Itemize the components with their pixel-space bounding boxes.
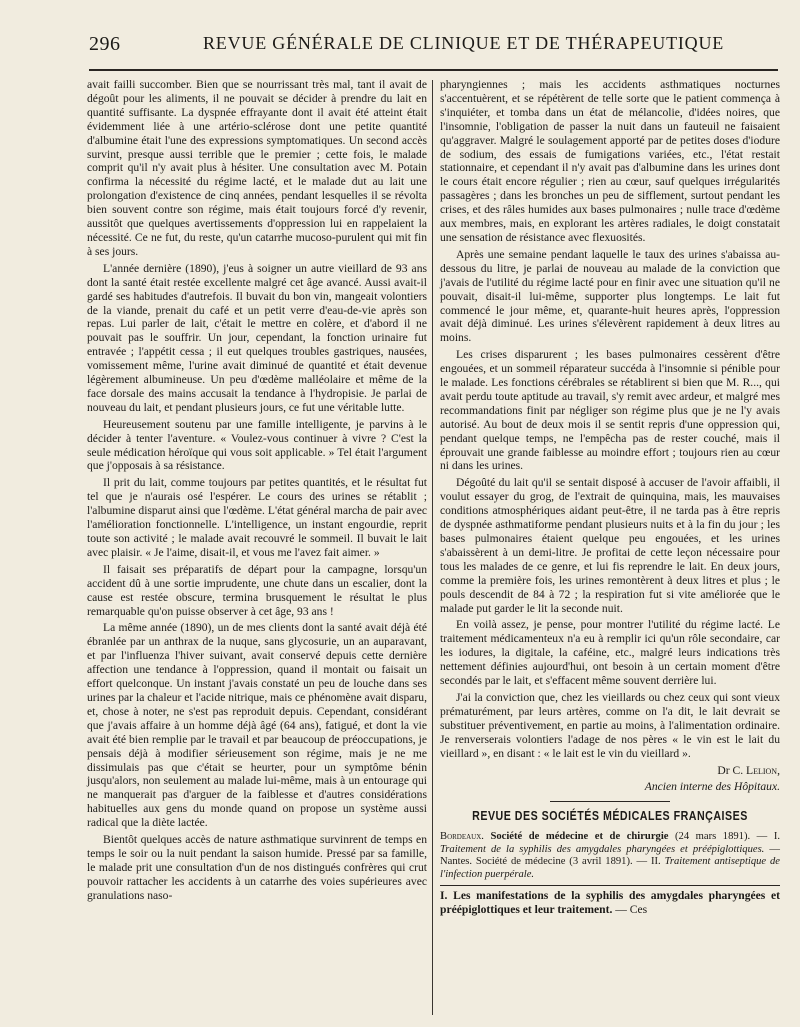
entry-connector: — Nantes. Société de médecine (3 avril 1891). — II. [440,843,780,868]
entry-date: (24 mars 1891). — I. [668,831,780,843]
paragraph: Il faisait ses préparatifs de départ pour la campagne, lorsqu'un accident dû à une sortie imprudente, une chute dans un escalier, dont la cause est restée obscure, termina brusquement le résultat le plus remarquable qu'on puisse observer à cet âge, 93 ans ! [87,562,427,618]
paragraph: Après une semaine pendant laquelle le taux des urines s'abaissa au-dessous du litre, je parlai de nouveau au malade de la conviction que j'avais de l'utilité du régime lacté pour en finir avec une situation qu'il ne pouvait, disait-il lui-même, supporter plus longtemps. Le lait fut commencé le jour même, et, quarante-huit heures après, l'oppression avait déjà diminué. Les urines s'élevèrent rapidement à deux litres au moins. [440,247,780,345]
article-heading: I. Les manifestations de la syphilis des amygdales pharyngées et préépiglottiques et leur traitement. [440,888,780,916]
paragraph: En voilà assez, je pense, pour montrer l'utilité du régime lacté. Le traitement médicamenteux n'a eu à remplir ici qu'un rôle secondaire, car les iodures, la digitale, la caféine, etc., malgré leurs indications très nettement définies aujourd'hui, ont besoin à un certain moment d'être secondés par le lait, et s'effacent même souvent derrière lui. [440,618,780,688]
left-column [87,78,427,906]
section-rule [550,801,670,802]
signature [440,764,780,778]
society-entry-text [440,831,780,881]
society-name: Société de médecine et de chirurgie [483,831,669,843]
entry-separator [440,885,780,886]
author-affiliation: Ancien interne des Hôpitaux. [644,780,780,794]
paragraph: pharyngiennes ; mais les accidents asthmatiques nocturnes s'accentuèrent, et se répétèrent de telle sorte que le patient commença à s'inquiéter, et tomba dans un état de mélancolie, d'idées noires, que l'insomnie, l'obligation de passer la nuit dans un fauteuil ne faisaient qu'aggraver. Malgré le soulagement apporté par de petites doses d'iodure de sodium, des essais de fumigations variées, etc., l'état restait stationnaire, et cependant il n'y avait pas d'albumine dans les urines dont le cours était encore régulier ; rien au cœur, sauf quelques irrégularités passagères ; dans les bronches un peu de sifflement, surtout pendant les crises, et des râles humides aux bases pulmonaires ; nulle trace d'œdème aux membres, mais, en explorant les artères radiales, le doigt constatait une sensation de résistance avec flexuosités. [440,78,780,244]
paragraph: La même année (1890), un de mes clients dont la santé avait déjà été ébranlée par un anthrax de la nuque, sans glycosurie, un an auparavant, et par l'influenza l'hiver suivant, avait conservé depuis cette dernière affection une tendance à l'oppression, quand il montait ou faisait un effort quelconque. Un instant j'avais constaté un peu de louche dans ses urines par la chaleur et l'acide nitrique, mais ce phénomène avait disparu, et, chose à noter, ne s'est pas reproduit depuis. Cependant, considérant que j'avais affaire à un homme déjà âgé (64 ans), fatigué, et dont la vie avait été bien remplie par le travail et par beaucoup de préoccupations, je pensais déjà à modifier sérieusement son régime, mais je ne me dissimulais pas que c'était se heurter, pour un symptôme bénin jusqu'alors, non seulement au malade lui-même, mais à un entourage qui ne manquerait pas d'arguer de la faiblesse et d'autres considérations habituelles aux gens du monde quand on propose un système aussi radical que la diète lactée. [87,621,427,830]
header-rule [89,69,778,71]
last-paragraph [440,889,780,917]
paragraph: Les crises disparurent ; les bases pulmonaires cessèrent d'être engouées, et un sommeil réparateur succéda à l'insomnie si pénible pour le malade. Les fonctions cérébrales se rétablirent si bien que M. R..., qui avait perdu toute aptitude au travail, s'y remit avec ardeur, et malgré mes recommandations finit par négliger son régime plus que je ne l'y avais autorisé. Au bout de deux mois il se sentit repris d'une oppression qui, pendant quelque temps, ne l'empêcha pas de rester couché, mais il éprouvait une grande faiblesse au moindre effort ; toujours rien au cœur ni dans les urines. [440,348,780,473]
entry-title-2: Traitement antiseptique de l'infection puerpérale. [440,856,780,880]
column-divider [432,80,433,1015]
city-name: Bordeaux. [440,831,484,843]
paragraph: J'ai la conviction que, chez les vieillards ou chez ceux qui sont vieux prématurément, par leurs artères, comme on l'a dit, le lait devrait se substituer préventivement, en partie au moins, à l'alimentation ordinaire. Je renverserais volontiers l'adage de nos pères « le vin est le lait du vieillard », en disant : « le lait est le vin du vieillard ». [440,690,780,760]
page-number: 296 [89,33,121,55]
paragraph: Heureusement soutenu par une famille intelligente, je parvins à le décider à tenter l'aventure. « Voulez-vous continuer à vivre ? C'est la seule médication héroïque qui vous soit applicable. » Tel était l'argument que j'opposais à sa résistance. [87,417,427,473]
paragraph: avait failli succomber. Bien que se nourrissant très mal, tant il avait de dégoût pour les aliments, il ne pouvait se décider à prendre du lait en quantité suffisante. La dyspnée effrayante dont il avait été atteint était évidemment liée à une artério-sclérose dont une petite quantité d'albumine était l'une des expressions symptomatiques. Un second accès survint, presque aussi terrible que le premier ; cette fois, le malade comprit qu'il n'y avait plus à hésiter. Une consultation avec M. Potain confirma la nécessité du régime lacté, et le malade dut au lait une prolongation d'existence de cinq années, pendant lesquelles il se révolta bien souvent contre son régime, mais était toujours forcé d'y revenir, aussitôt que quelques avertissements d'oppression lui en rappelaient la nécessité. Ce ne fut, du reste, qu'un catarrhe mucoso-purulent qui mit fin à ses jours. [87,78,427,258]
entry-title-1: Traitement de la syphilis des amygdales pharyngées et préépiglottiques. [440,843,765,855]
society-entry [440,831,780,881]
paragraph: Il prit du lait, comme toujours par petites quantités, et le résultat fut tel que je n'aurais osé l'espérer. Le cours des urines se rétablit ; l'albumine disparut ainsi que l'œdème. L'état général marcha de pair avec l'amélioration fonctionnelle. L'intelligence, un instant engourdie, reprit toute son activité ; le malade avait recouvré le sommeil. Il buvait le lait avec plaisir. « Je l'aime, disait-il, et vous me l'avez fait aimer. » [87,476,427,559]
signature-prefix: Dr C. [717,763,747,777]
paragraph: Dégoûté du lait qu'il se sentait disposé à accuser de l'avoir affaibli, il voulut essayer du grog, de l'extrait de quinquina, mais, les mauvaises conditions atmosphériques aidant peut-être, il ne tarda pas à être repris de dyspnée asthmatiforme pendant plusieurs nuits et à la fin du jour ; les bases pulmonaires étaient quelque peu engouées, et les urines s'abaissèrent à un demi-litre. Je profitai de cette leçon nécessaire pour tous les malades de ce genre, et lui fis reprendre le lait. En deux jours, comme la première fois, les urines remontèrent à deux litres et plus ; le pouls descendit de 84 à 72 ; la respiration fut si vite améliorée que le malade put garder le lit la seconde nuit. [440,476,780,615]
paragraph: L'année dernière (1890), j'eus à soigner un autre vieillard de 93 ans dont la santé était restée excellente malgré cet âge avancé. Aussi avait-il gardé ses habitudes d'autrefois. Il buvait du bon vin, mangeait volontiers de la viande, prenait du café et un petit verre d'eau-de-vie après son repas. Lui parler de lait, c'était le mettre en colère, et d'abord il ne pouvait pas le souffrir. Un jour, cependant, la fonction urinaire fut entravée ; l'appétit cessa ; il eut quelques troubles gastriques, nausées, vomissement même, l'urine avait diminué de quantité et était devenue légèrement albumineuse. Un peu d'œdème malléolaire et même de la face dorsale des mains accusait la tendance à l'hydropisie. Je parlai de nouveau du lait, et pendant plusieurs jours, ce fut une véritable lutte. [87,261,427,414]
section-title: REVUE DES SOCIÉTÉS MÉDICALES FRANÇAISES [472,808,748,824]
article-continuation: — Ces [612,902,648,916]
right-column [440,78,780,919]
running-title: REVUE GÉNÉRALE DE CLINIQUE ET DE THÉRAPEUTIQUE [203,33,725,53]
paragraph: Bientôt quelques accès de nature asthmatique survinrent de temps en temps le soir ou la nuit pendant la saison humide. Pressé par sa famille, le malade prit une consultation d'un de nos distingués confrères qui crut pouvoir rattacher les accidents à un catarrhe des voies supérieures avec granulations naso- [87,833,427,902]
signature-name: Lelion, [746,763,780,777]
